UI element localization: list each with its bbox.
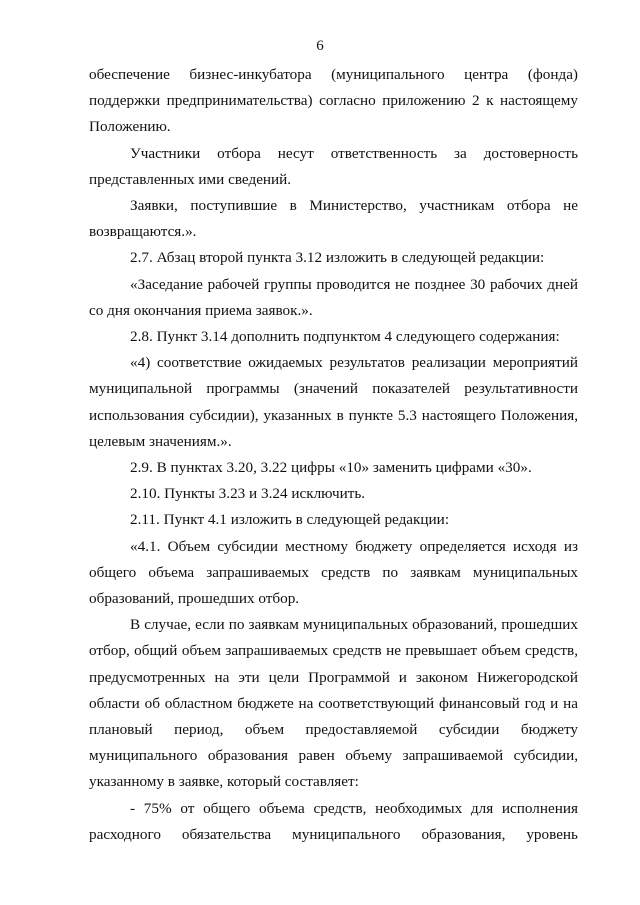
document-body (89, 62, 578, 848)
paragraph: Участники отбора несут ответственность за достоверность представленных ими сведений. (89, 144, 578, 188)
paragraph: Заявки, поступившие в Министерство, участникам отбора не возвращаются.». (89, 197, 578, 241)
paragraph: - 75% от общего объема средств, необходимых для исполнения расходного обязательства муниципального образования, уровень (89, 799, 578, 843)
paragraph: В случае, если по заявкам муниципальных образований, прошедших отбор, общий объем запрашиваемых средств не превышает объем средств, предусмотренных на эти цели Программой и законом Нижегородской области об областном бюджете на соответствующий финансовый год и на плановый период, объем предоставляемой субсидии бюджету муниципального образования равен объему запрашиваемой субсидии, указанному в заявке, который составляет: (89, 616, 578, 791)
paragraph: «4.1. Объем субсидии местному бюджету определяется исходя из общего объема запрашиваемых средств по заявкам муниципальных образований, прошедших отбор. (89, 537, 578, 608)
paragraph: 2.11. Пункт 4.1 изложить в следующей редакции: (130, 511, 450, 529)
paragraph: обеспечение бизнес-инкубатора (муниципального центра (фонда) поддержки предпринимательства) согласно приложению 2 к настоящему Положению. (89, 66, 578, 136)
paragraph: «4) соответствие ожидаемых результатов реализации мероприятий муниципальной программы (значений показателей результативности использования субсидии), указанных в пункте 5.3 настоящего Положения, целевым значениям.». (89, 354, 578, 450)
paragraph: 2.8. Пункт 3.14 дополнить подпунктом 4 следующего содержания: (130, 328, 560, 346)
paragraph: 2.10. Пункты 3.23 и 3.24 исключить. (130, 485, 366, 503)
paragraph: 2.7. Абзац второй пункта 3.12 изложить в следующей редакции: (130, 249, 545, 267)
page-number: 6 (316, 38, 324, 54)
paragraph: 2.9. В пунктах 3.20, 3.22 цифры «10» заменить цифрами «30». (130, 459, 532, 477)
paragraph: «Заседание рабочей группы проводится не позднее 30 рабочих дней со дня окончания приема заявок.». (89, 275, 578, 319)
